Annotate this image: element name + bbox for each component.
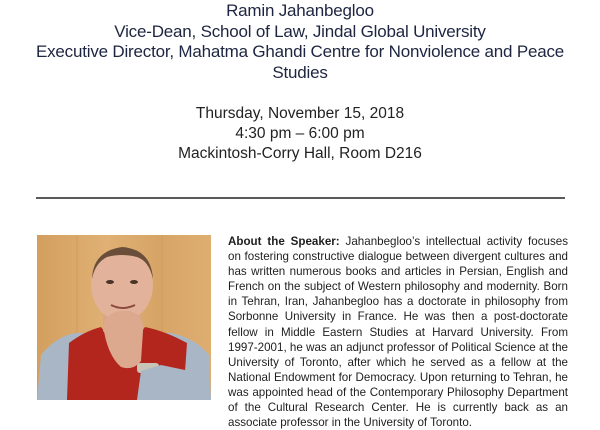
speaker-header — [0, 0, 600, 83]
about-speaker-paragraph — [228, 234, 568, 430]
speaker-title-2-cont: Studies — [272, 62, 328, 82]
speaker-title-1: Vice-Dean, School of Law, Jindal Global University — [114, 21, 486, 41]
horizontal-divider — [36, 197, 565, 199]
speaker-photo — [37, 235, 211, 400]
speaker-title-2: Executive Director, Mahatma Ghandi Centre for Nonviolence and Peace — [35, 42, 565, 61]
event-details — [0, 104, 600, 164]
about-label: About the Speaker: — [228, 235, 340, 248]
speaker-name: Ramin Jahanbegloo — [226, 1, 374, 20]
about-text: Jahanbegloo’s intellectual activity focuses on fostering constructive dialogue between divergent cultures and has written numerous books and articles in Persian, English and French on the subject of Western philosophy and modernity. Born in Tehran, Iran, Jahanbegloo has a doctorate in philosophy from Sorbonne University in France. He was then a post-doctorate fellow in Middle Eastern Studies at Harvard University. From 1997-2001, he was an adjunct professor of Political Science at the University of Toronto, after which he served as a fellow at the National Endowment for Democracy. Upon returning to Tehran, he was appointed head of the Contemporary Philosophy Department of the Cultural Research Center. He is currently back as an associate professor in the University of Toronto. — [228, 235, 568, 430]
event-location: Mackintosh-Corry Hall, Room D216 — [178, 145, 422, 162]
event-date: Thursday, November 15, 2018 — [195, 105, 405, 122]
event-time: 4:30 pm – 6:00 pm — [235, 125, 365, 142]
portrait-illustration — [37, 235, 211, 400]
